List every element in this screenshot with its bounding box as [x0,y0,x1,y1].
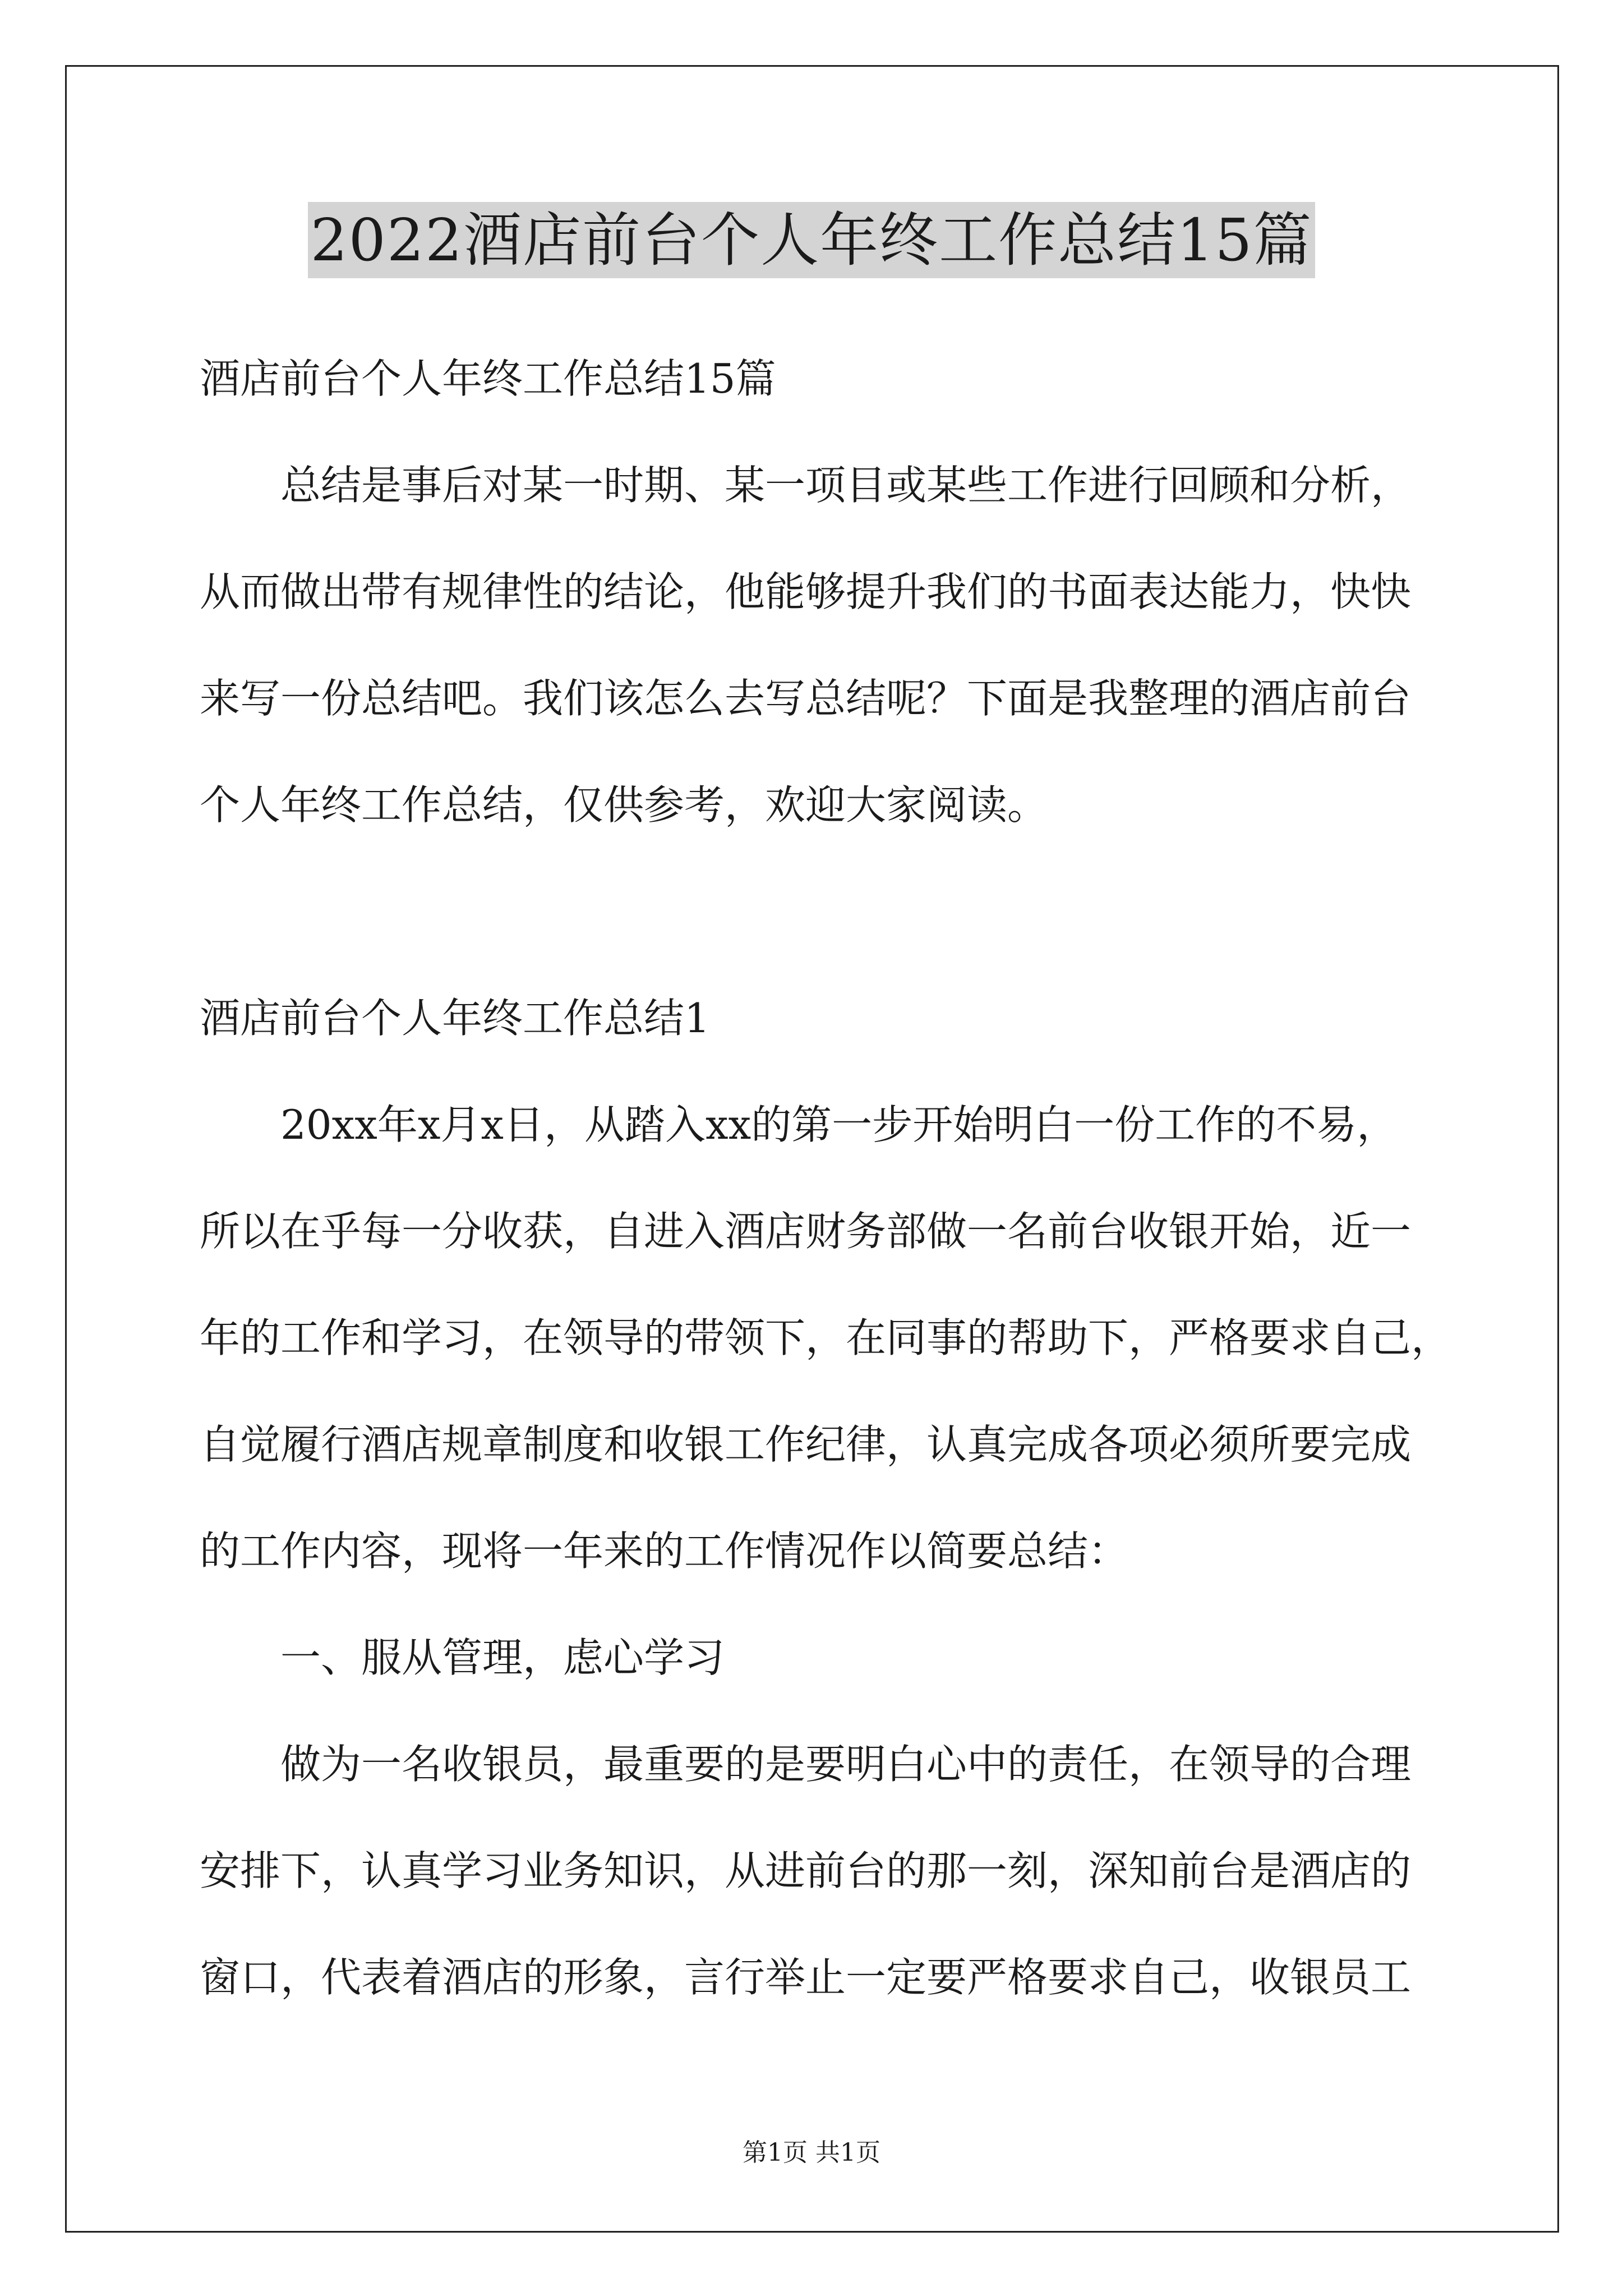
intro-line: 总结是事后对某一时期、某一项目或某些工作进行回顾和分析， [280,462,1412,509]
page-footer: 第1页 共1页 [743,2138,880,2167]
subheading: 一、服从管理，虑心学习 [280,1634,725,1681]
intro-line: 从而做出带有规律性的结论，他能够提升我们的书面表达能力，快快 [200,568,1412,615]
section1-line: 年的工作和学习，在领导的带领下，在同事的帮助下，严格要求自己， [200,1314,1452,1361]
intro-line: 个人年终工作总结，仅供参考，欢迎大家阅读。 [200,781,1048,829]
document-body [200,325,1452,2031]
document-subtitle: 酒店前台个人年终工作总结15篇 [200,355,776,402]
section1-line: 的工作内容，现将一年来的工作情况作以简要总结： [200,1527,1129,1575]
document-title: 2022酒店前台个人年终工作总结15篇 [308,202,1315,278]
section1-line: 自觉履行酒店规章制度和收银工作纪律，认真完成各项必须所要完成 [200,1421,1412,1468]
intro-line: 来写一份总结吧。我们该怎么去写总结呢？下面是我整理的酒店前台 [200,675,1412,722]
paragraph2-line: 安排下，认真学习业务知识，从进前台的那一刻，深知前台是酒店的 [200,1847,1412,1894]
section-heading: 酒店前台个人年终工作总结1 [200,995,710,1042]
paragraph2-line: 做为一名收银员，最重要的是要明白心中的责任，在领导的合理 [280,1741,1412,1788]
section1-line: 20xx年x月x日，从踏入xx的第一步开始明白一份工作的不易， [280,1101,1398,1148]
title-container [0,202,1623,278]
paragraph-gap [200,858,1433,965]
section1-line: 所以在乎每一分收获，自进入酒店财务部做一名前台收银开始，近一 [200,1208,1412,1255]
paragraph2-line: 窗口，代表着酒店的形象，言行举止一定要严格要求自己，收银员工 [200,1954,1412,2001]
